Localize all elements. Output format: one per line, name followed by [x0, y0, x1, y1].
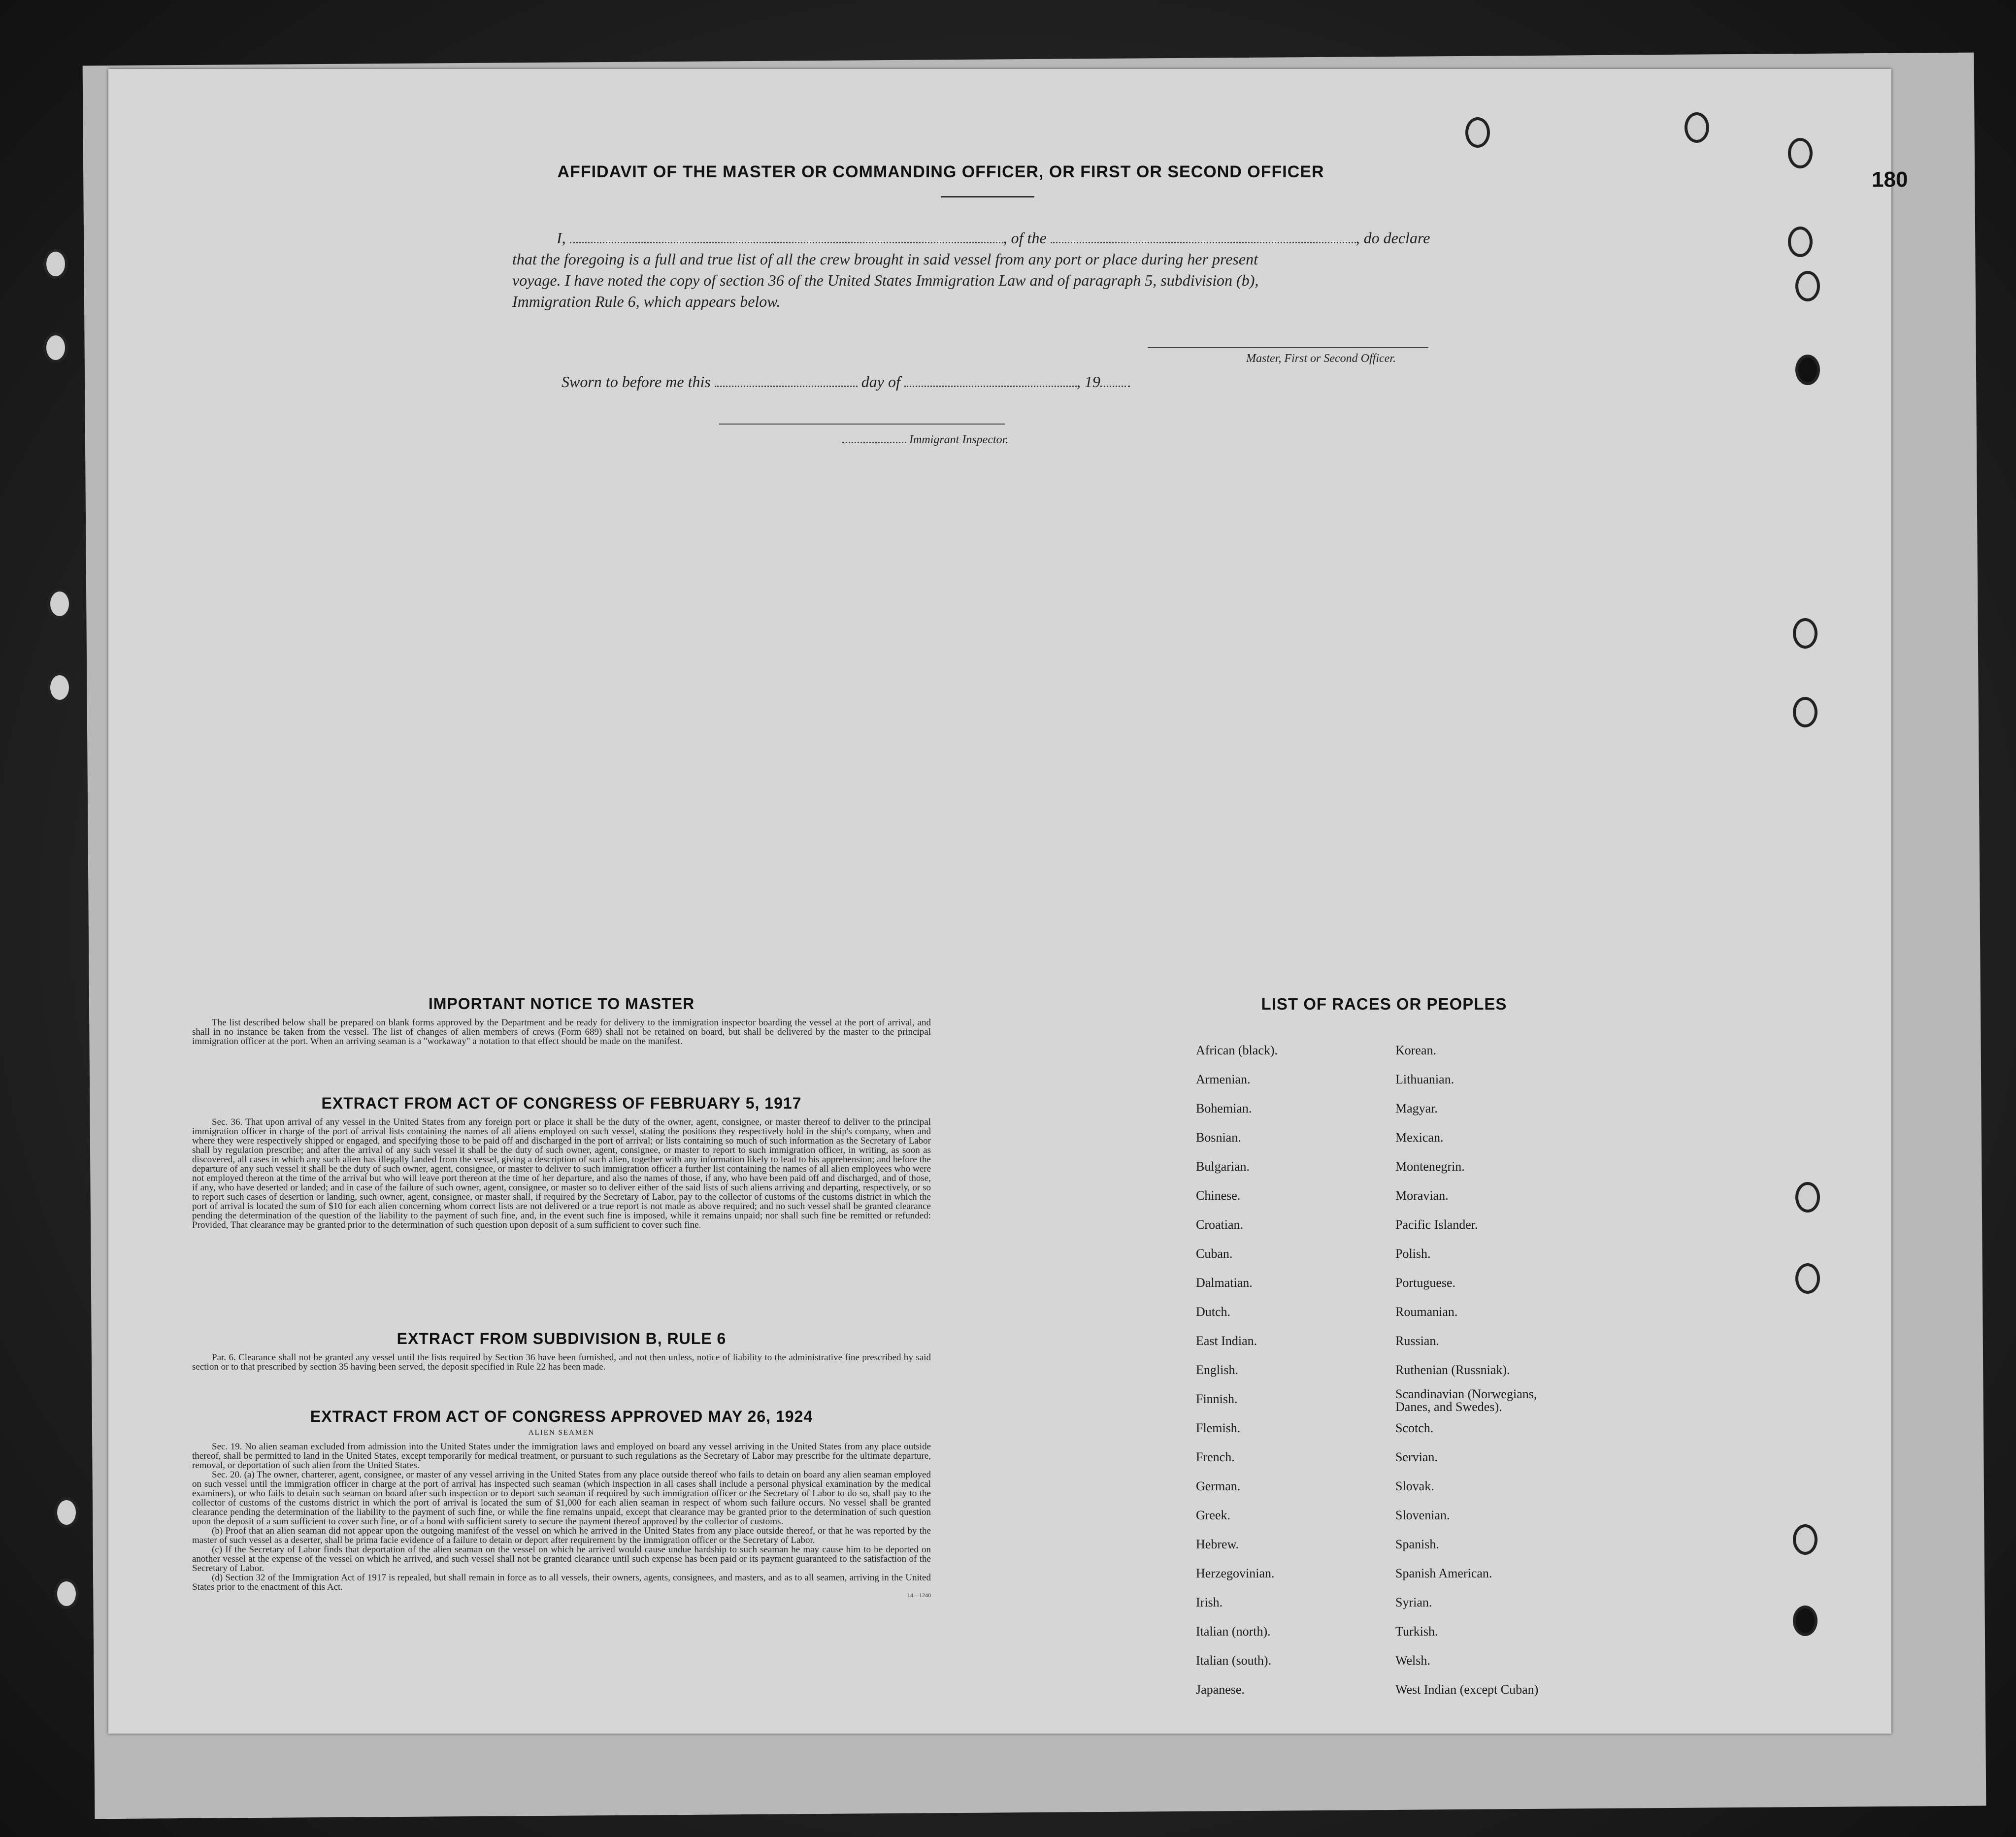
- race-item: Roumanian.: [1395, 1305, 1458, 1319]
- race-item: Herzegovinian.: [1196, 1566, 1275, 1580]
- extract-rule6-body: Par. 6. Clearance shall not be granted any vessel until the lists required by Section 36 have been furnished, and not then unless, notice of liability to the administrative fine prescribed by said section or to that prescribed by section 35 having been served, the deposit specified in Rule 22 has been made.: [192, 1352, 931, 1372]
- binder-hole-icon: [1788, 227, 1813, 257]
- extract-1917-body: Sec. 36. That upon arrival of any vessel in the United States from any foreign port or place it shall be the duty of the owner, agent, consignee, or master thereof to deliver to the principal immigration officer in charge of the port of arrival lists containing the names of all aliens employed on such vessel, stating the positions they respectively hold in the ship's company, when and where they were respectively shipped or engaged, and specifying those to be paid off and discharged in the port of arrival; or lists containing so much of such information as the Secretary of Labor shall by regulation prescribe; and after the arrival of any such vessel it shall be the duty of such owner, agent, consignee, or master to report to such immigration officer, in writing, as soon as discovered, all cases in which any such alien has illegally landed from the vessel, giving a description of such alien, together with any information likely to lead to his apprehension; and before the departure of any such vessel it shall be the duty of such owner, agent, consignee, or master to deliver to such immigration officer a further list containing the names of all alien employees who were not employed thereon at the time of the arrival but who will leave port thereon at the time of her departure, and also the names of those, if any, who have been paid off and discharged, and of those, if any, who have deserted or landed; and in case of the failure of such owner, agent, consignee, or master so to deliver either of the said lists of such aliens arriving and departing, respectively, or so to report such cases of desertion or landing, such owner, agent, consignee, or master shall, if required by the Secretary of Labor, pay to the collector of customs of the customs district in which the port of arrival is located the sum of $10 for each alien concerning whom correct lists are not delivered or a true report is not made as above required; and no such vessel shall be granted clearance pending the determination of the question of the liability to the payment of such fine, and, in the event such fine is imposed, while it remains unpaid; nor shall such fine be remitted or refunded: Provided, That clearance may be granted prior to the determination of such question upon deposit of a sum sufficient to cover such fine.: [192, 1117, 931, 1230]
- affidavit-line1-start: I,: [557, 229, 566, 247]
- binder-hole-icon: [1793, 1606, 1818, 1636]
- sec20d-text: (d) Section 32 of the Immigration Act of 1917 is repealed, but shall remain in force as to all vessels, their owners, agents, consignees, and masters, and as to all seamen, arriving in the United States prior to the enactment of this Act.: [192, 1573, 931, 1592]
- sec20a-text: Sec. 20. (a) The owner, charterer, agent, consignee, or master of any vessel arriving in the United States from any place outside thereof who fails to detain on board any alien seaman employed on such vessel until the immigration officer in charge at the port of arrival has inspected such seaman (which inspection in all cases shall include a personal physical examination by the medical examiners), or who fails to detain such seaman on board after such inspection or to deport such seaman if required by such immigration officer or the Secretary of Labor to do so, shall pay to the collector of customs of the customs district in which the port of arrival is located the sum of $1,000 for each alien seaman in respect of whom such failure occurs. No vessel shall be granted clearance pending the determination of the liability to the payment of such fine, or while the fine remains unpaid, except that clearance may be granted prior to the determination of such question upon the deposit of a sum sufficient to cover such fine, or of a bond with sufficient surety to secure the payment thereof approved by the collector of customs.: [192, 1470, 931, 1527]
- extract-rule6-section: [192, 1330, 931, 1372]
- race-item: Dutch.: [1196, 1305, 1231, 1319]
- race-item: East Indian.: [1196, 1334, 1257, 1348]
- race-item: Russian.: [1395, 1334, 1439, 1348]
- title-rule: [941, 196, 1034, 197]
- race-item: Irish.: [1196, 1595, 1223, 1609]
- inspector-label: Immigrant Inspector.: [909, 433, 1009, 446]
- race-item: Magyar.: [1395, 1101, 1438, 1115]
- race-item: Japanese.: [1196, 1682, 1245, 1697]
- race-item: West Indian (except Cuban): [1395, 1682, 1539, 1697]
- sworn-day-field[interactable]: [715, 386, 858, 387]
- race-item: Croatian.: [1196, 1217, 1244, 1232]
- race-item: Finnish.: [1196, 1392, 1238, 1406]
- binder-hole-icon: [43, 249, 68, 279]
- page-number: 180: [1872, 167, 1908, 192]
- sworn-start: Sworn to before me this: [562, 373, 711, 391]
- race-item: Polish.: [1395, 1247, 1431, 1261]
- race-item: Cuban.: [1196, 1247, 1233, 1261]
- binder-hole-icon: [1795, 1263, 1820, 1294]
- race-item: Ruthenian (Russniak).: [1395, 1363, 1510, 1377]
- vessel-field[interactable]: [1051, 242, 1356, 243]
- race-item: Portuguese.: [1395, 1276, 1456, 1290]
- race-item: Spanish.: [1395, 1537, 1439, 1551]
- race-item: Servian.: [1395, 1450, 1438, 1464]
- binder-hole-icon: [1788, 138, 1813, 168]
- extract-1917-body-wrap: [192, 1117, 931, 1230]
- sec20b-text: (b) Proof that an alien seaman did not appear upon the outgoing manifest of the vessel on which he arrived in the United States from any place outside thereof, or that he was reported by the master of such vessel as a deserter, shall be prima facie evidence of a failure to detain or deport after requirement by the immigration officer or the Secretary of Labor.: [192, 1526, 931, 1545]
- binder-hole-icon: [47, 589, 72, 619]
- binder-hole-icon: [1793, 1524, 1818, 1555]
- sworn-year-field[interactable]: [1100, 386, 1130, 387]
- notice-title: IMPORTANT NOTICE TO MASTER: [428, 995, 695, 1013]
- race-item: Montenegrin.: [1395, 1159, 1465, 1174]
- extract-rule6-title: EXTRACT FROM SUBDIVISION B, RULE 6: [397, 1330, 727, 1347]
- race-item: Bohemian.: [1196, 1101, 1252, 1115]
- races-title: LIST OF RACES OR PEOPLES: [1261, 995, 1507, 1013]
- notice-body: The list described below shall be prepared on blank forms approved by the Department and be ready for delivery to the immigration inspector boarding the vessel at the port of arrival, and shall in no instance be taken from the vessel. The list of changes of alien members of crews (Form 689) shall not be retained on board, but shall be delivered by the master to the principal immigration officer at the port. When an arriving seaman is a "workaway" a notation to that effect should be made on the manifest.: [192, 1017, 931, 1047]
- binder-hole-icon: [1795, 1182, 1820, 1213]
- extract-1917-section: [192, 1094, 931, 1230]
- master-signature-label: Master, First or Second Officer.: [1246, 352, 1396, 365]
- race-item: Scotch.: [1395, 1421, 1434, 1435]
- binder-hole-icon: [54, 1578, 79, 1609]
- race-item: English.: [1196, 1363, 1238, 1377]
- race-item: Bosnian.: [1196, 1130, 1241, 1145]
- race-item: Slovak.: [1395, 1479, 1434, 1493]
- race-item: French.: [1196, 1450, 1235, 1464]
- inspector-dots: [842, 442, 906, 443]
- master-signature-line[interactable]: [1148, 347, 1428, 348]
- binder-hole-icon: [43, 332, 68, 363]
- binder-hole-icon: [47, 672, 72, 703]
- race-item: Armenian.: [1196, 1072, 1251, 1086]
- race-item: African (black).: [1196, 1043, 1278, 1057]
- race-item: Italian (north).: [1196, 1624, 1271, 1639]
- race-item: Slovenian.: [1395, 1508, 1450, 1522]
- extract-1917-title: EXTRACT FROM ACT OF CONGRESS OF FEBRUARY 5, 1917: [321, 1094, 802, 1112]
- race-item: Italian (south).: [1196, 1653, 1272, 1668]
- extract-1924-section: [192, 1408, 931, 1599]
- race-item: Flemish.: [1196, 1421, 1241, 1435]
- affidavit-line1-mid: , of the: [1003, 229, 1047, 247]
- binder-hole-icon: [1793, 618, 1818, 649]
- race-item: Hebrew.: [1196, 1537, 1239, 1551]
- affidavit-title: AFFIDAVIT OF THE MASTER OR COMMANDING OFFICER, OR FIRST OR SECOND OFFICER: [557, 163, 1324, 181]
- race-item: Bulgarian.: [1196, 1159, 1250, 1174]
- race-item: Lithuanian.: [1395, 1072, 1454, 1086]
- race-item: Chinese.: [1196, 1188, 1241, 1203]
- sworn-end: , 19: [1076, 373, 1100, 391]
- race-item: Dalmatian.: [1196, 1276, 1253, 1290]
- extract-1924-title: EXTRACT FROM ACT OF CONGRESS APPROVED MAY 26, 1924: [310, 1408, 813, 1425]
- race-item: Mexican.: [1395, 1130, 1444, 1145]
- binder-hole-icon: [54, 1497, 79, 1528]
- affidavit-line4: Immigration Rule 6, which appears below.: [512, 293, 781, 310]
- extract-1924-body-wrap: [192, 1442, 931, 1592]
- affidavit-declaration-line: [557, 229, 1430, 247]
- binder-hole-icon: [1685, 112, 1709, 143]
- race-item: Korean.: [1395, 1043, 1437, 1057]
- inspector-signature-label: [842, 433, 1008, 447]
- affidavit-line1-end: , do declare: [1355, 229, 1430, 247]
- race-item: Greek.: [1196, 1508, 1231, 1522]
- binder-hole-icon: [1465, 117, 1490, 148]
- inspector-signature-line[interactable]: [719, 424, 1005, 425]
- name-field[interactable]: [570, 242, 1003, 243]
- race-item: Spanish American.: [1395, 1566, 1492, 1580]
- form-number: 14—1240: [907, 1592, 931, 1599]
- race-item: Turkish.: [1395, 1624, 1438, 1639]
- binder-hole-icon: [1795, 355, 1820, 385]
- binder-hole-icon: [1793, 697, 1818, 727]
- race-item: German.: [1196, 1479, 1241, 1493]
- race-item: Pacific Islander.: [1395, 1217, 1478, 1232]
- sworn-mid: day of: [861, 373, 900, 391]
- extract-1924-subtitle: ALIEN SEAMEN: [528, 1429, 595, 1437]
- race-item: Moravian.: [1395, 1188, 1449, 1203]
- race-item: Scandinavian (Norwegians, Danes, and Swedes).: [1395, 1387, 1537, 1414]
- notice-body-wrap: [192, 1018, 931, 1046]
- binder-hole-icon: [1795, 271, 1820, 301]
- sec19-text: Sec. 19. No alien seaman excluded from admission into the United States under the immigration laws and employed on board any vessel arriving in the United States from any place outside thereof, shall be permitted to land in the United States, except temporarily for medical treatment, or pursuant to such regulations as the Secretary of Labor may prescribe for the ultimate departure, removal, or deportation of such alien from the United States.: [192, 1442, 931, 1471]
- sworn-month-field[interactable]: [904, 386, 1077, 387]
- sworn-line: [562, 373, 1130, 391]
- race-item: Welsh.: [1395, 1653, 1430, 1668]
- race-item: Syrian.: [1395, 1595, 1432, 1609]
- affidavit-line2: that the foregoing is a full and true list of all the crew brought in said vessel from any port or place during her present: [512, 250, 1258, 268]
- notice-section: [192, 995, 931, 1046]
- sec20c-text: (c) If the Secretary of Labor finds that deportation of the alien seaman on the vessel on which he arrived would cause undue hardship to such seaman he may cause him to be deported on another vessel at the expense of the vessel on which he arrived, and such vessel shall not be granted clearance until such expense has been paid or its payment guaranteed to the satisfaction of the Secretary of Labor.: [192, 1544, 931, 1574]
- affidavit-line3: voyage. I have noted the copy of section 36 of the United States Immigration Law and of paragraph 5, subdivision (b),: [512, 271, 1259, 289]
- extract-rule6-body-wrap: [192, 1353, 931, 1372]
